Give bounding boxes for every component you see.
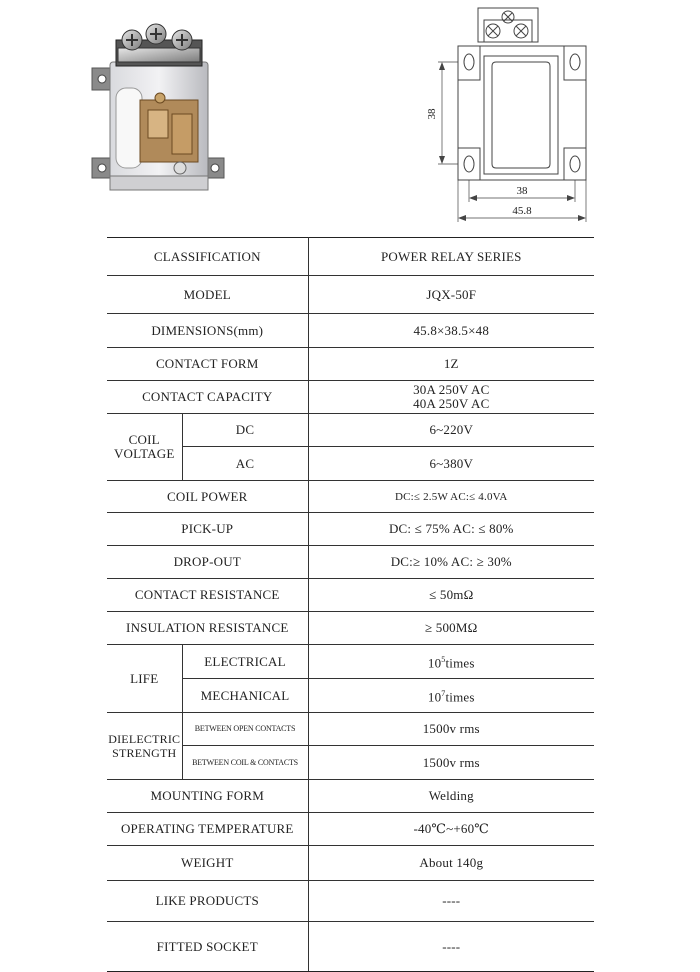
- spec-label-insulation-resistance: INSULATION RESISTANCE: [107, 612, 308, 645]
- table-row: [107, 276, 594, 314]
- spec-label-dielectric-strength: [107, 713, 182, 780]
- table-row: [107, 713, 594, 746]
- mechanical-base: 10: [427, 689, 442, 705]
- spec-value-drop-out: DC:≥ 10% AC: ≥ 30%: [308, 546, 594, 579]
- table-row: [107, 922, 594, 972]
- spec-value-model: JQX-50F: [308, 276, 594, 314]
- dielectric-line1: DIELECTRIC: [108, 732, 181, 746]
- electrical-unit: times: [445, 655, 475, 671]
- table-row: [107, 381, 594, 414]
- spec-value-dielectric-coil: 1500v rms: [308, 746, 594, 780]
- table-row: [107, 579, 594, 612]
- spec-value-contact-resistance: ≤ 50mΩ: [308, 579, 594, 612]
- table-row: [107, 813, 594, 846]
- spec-label-fitted-socket: FITTED SOCKET: [107, 922, 308, 972]
- table-row: [107, 612, 594, 645]
- spec-label-life-mechanical: MECHANICAL: [182, 679, 308, 713]
- table-row: [107, 513, 594, 546]
- height-dimension: 38: [426, 108, 438, 120]
- contact-capacity-line2: 40A 250V AC: [413, 396, 490, 411]
- table-row: [107, 846, 594, 881]
- spec-value-life-electrical: [308, 645, 594, 679]
- spec-table: [107, 237, 594, 972]
- spec-label-life-electrical: ELECTRICAL: [182, 645, 308, 679]
- spec-value-coil-dc: 6~220V: [308, 414, 594, 447]
- table-row: [107, 881, 594, 922]
- spec-label-pick-up: PICK-UP: [107, 513, 308, 546]
- electrical-exponent: 5: [441, 654, 446, 664]
- table-row: [107, 238, 594, 276]
- inner-width-dimension: 38: [516, 185, 528, 197]
- outer-width-dimension: 45.8: [512, 205, 532, 217]
- dielectric-line2: STRENGTH: [112, 746, 177, 760]
- spec-label-mounting-form: MOUNTING FORM: [107, 780, 308, 813]
- spec-value-life-mechanical: [308, 679, 594, 713]
- spec-value-coil-ac: 6~380V: [308, 447, 594, 481]
- spec-value-pick-up: DC: ≤ 75% AC: ≤ 80%: [308, 513, 594, 546]
- mechanical-unit: times: [445, 689, 475, 705]
- table-row: [107, 780, 594, 813]
- spec-value-weight: About 140g: [308, 846, 594, 881]
- spec-label-dimensions: DIMENSIONS(mm): [107, 314, 308, 348]
- spec-label-dielectric-open: BETWEEN OPEN CONTACTS: [182, 713, 308, 746]
- table-row: [107, 481, 594, 513]
- spec-value-contact-capacity: [308, 381, 594, 414]
- table-row: [107, 314, 594, 348]
- electrical-base: 10: [427, 655, 442, 671]
- spec-label-contact-capacity: CONTACT CAPACITY: [107, 381, 308, 414]
- spec-value-mounting-form: Welding: [308, 780, 594, 813]
- spec-value-like-products: ----: [308, 881, 594, 922]
- spec-value-operating-temperature: -40℃~+60℃: [308, 813, 594, 846]
- table-row: [107, 348, 594, 381]
- spec-label-dielectric-coil: BETWEEN COIL & CONTACTS: [182, 746, 308, 780]
- coil-voltage-line2: VOLTAGE: [113, 446, 175, 461]
- spec-value-classification: POWER RELAY SERIES: [308, 238, 594, 276]
- spec-value-contact-form: 1Z: [308, 348, 594, 381]
- coil-voltage-line1: COIL: [128, 432, 160, 447]
- spec-label-coil-voltage: [107, 414, 182, 481]
- spec-label-drop-out: DROP-OUT: [107, 546, 308, 579]
- spec-value-coil-power: DC:≤ 2.5W AC:≤ 4.0VA: [308, 481, 594, 513]
- dimension-drawing: [418, 4, 598, 226]
- spec-label-contact-resistance: CONTACT RESISTANCE: [107, 579, 308, 612]
- spec-label-model: MODEL: [107, 276, 308, 314]
- spec-label-operating-temperature: OPERATING TEMPERATURE: [107, 813, 308, 846]
- table-row: [107, 645, 594, 679]
- spec-label-coil-power: COIL POWER: [107, 481, 308, 513]
- spec-label-coil-ac: AC: [182, 447, 308, 481]
- spec-label-coil-dc: DC: [182, 414, 308, 447]
- contact-capacity-line1: 30A 250V AC: [413, 382, 490, 397]
- spec-value-insulation-resistance: ≥ 500MΩ: [308, 612, 594, 645]
- relay-photo: [88, 18, 228, 193]
- table-row: [107, 414, 594, 447]
- table-row: [107, 546, 594, 579]
- spec-label-life: LIFE: [107, 645, 182, 713]
- spec-value-fitted-socket: ----: [308, 922, 594, 972]
- spec-value-dimensions: 45.8×38.5×48: [308, 314, 594, 348]
- mechanical-exponent: 7: [441, 688, 446, 698]
- spec-label-contact-form: CONTACT FORM: [107, 348, 308, 381]
- spec-label-weight: WEIGHT: [107, 846, 308, 881]
- spec-label-classification: CLASSIFICATION: [107, 238, 308, 276]
- spec-label-like-products: LIKE PRODUCTS: [107, 881, 308, 922]
- spec-value-dielectric-open: 1500v rms: [308, 713, 594, 746]
